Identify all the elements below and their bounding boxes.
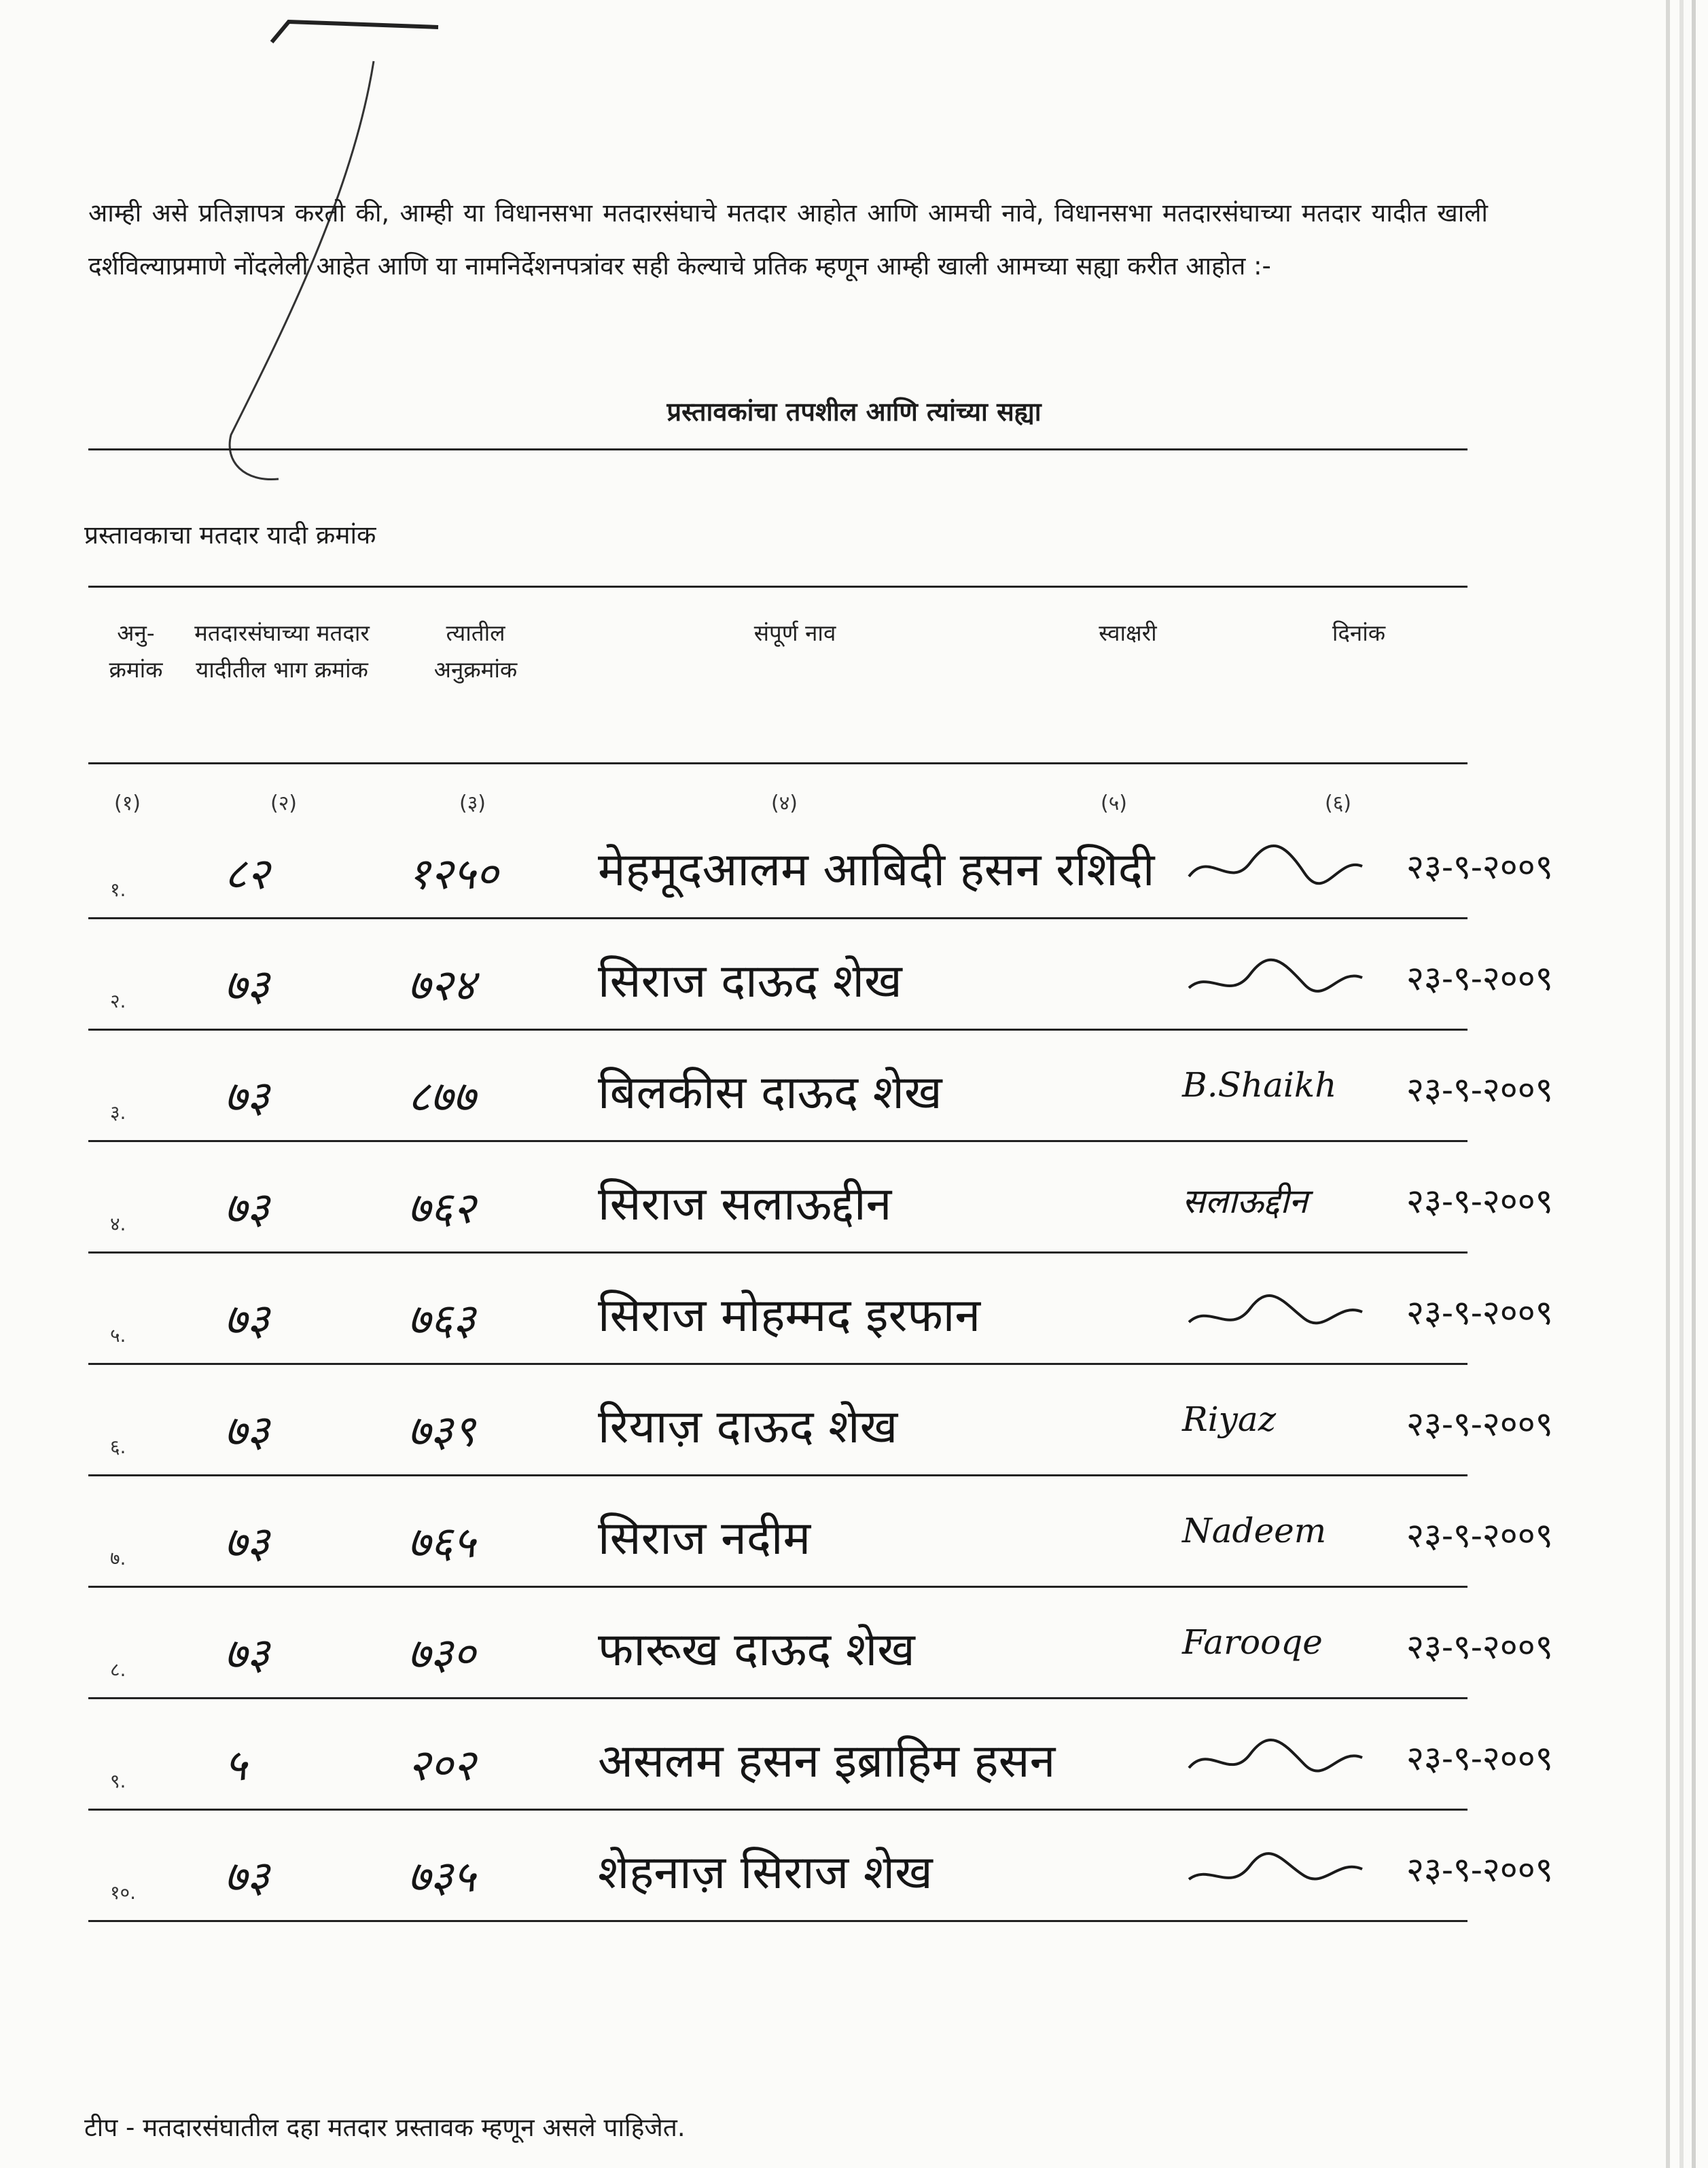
voter-list-label: प्रस्तावकाचा मतदार यादी क्रमांक <box>84 520 376 550</box>
table-row <box>0 927 1708 1035</box>
row-serial: ५. <box>110 1324 126 1347</box>
row-part-number: ७३ <box>224 1406 270 1457</box>
col-head-signature: स्वाक्षरी <box>1099 620 1157 646</box>
col-number: (६) <box>1325 792 1352 815</box>
table-row <box>0 1818 1708 1927</box>
row-full-name: शेहनाज़ सिराज शेख <box>598 1846 933 1900</box>
row-serial: १. <box>110 878 126 901</box>
row-date: २३-९-२००९ <box>1406 1404 1553 1444</box>
row-date: २३-९-२००९ <box>1406 1293 1553 1332</box>
row-divider <box>88 1586 1467 1588</box>
col-head-serial: अनु- क्रमांक <box>109 620 163 683</box>
row-entry-number: ७३० <box>408 1629 476 1680</box>
row-signature-scribble <box>1182 947 1372 1008</box>
row-divider <box>88 1140 1467 1142</box>
row-part-number: ५ <box>224 1741 247 1791</box>
col-head-entry-no: त्यातील अनुक्रमांक <box>433 620 518 683</box>
table-row <box>0 1595 1708 1704</box>
row-entry-number: ८७७ <box>408 1072 476 1122</box>
row-full-name: सिराज नदीम <box>598 1512 811 1565</box>
row-divider <box>88 1697 1467 1699</box>
table-row <box>0 1707 1708 1815</box>
col-number: (१) <box>114 792 141 815</box>
row-part-number: ७३ <box>224 1629 270 1680</box>
row-signature: Nadeem <box>1182 1511 1327 1550</box>
row-divider <box>88 1029 1467 1031</box>
col-number: (४) <box>771 792 798 815</box>
row-full-name: फारूख दाऊद शेख <box>598 1623 915 1677</box>
table-row <box>0 1261 1708 1370</box>
row-signature: Riyaz <box>1182 1400 1277 1439</box>
row-signature: Farooqe <box>1182 1622 1323 1662</box>
row-date: २३-९-२००९ <box>1406 1739 1553 1778</box>
col-number: (५) <box>1101 792 1128 815</box>
row-date: २३-९-२००९ <box>1406 959 1553 998</box>
row-serial: १०. <box>110 1881 137 1904</box>
row-date: २३-९-२००९ <box>1406 1850 1553 1889</box>
row-entry-number: ७३९ <box>408 1406 476 1457</box>
row-serial: ७. <box>110 1547 126 1569</box>
row-divider <box>88 1474 1467 1476</box>
row-part-number: ७३ <box>224 1852 270 1902</box>
row-divider <box>88 1920 1467 1922</box>
divider <box>88 448 1467 450</box>
col-number: (३) <box>459 792 486 815</box>
row-full-name: बिलकीस दाऊद शेख <box>598 1066 942 1120</box>
col-head-date: दिनांक <box>1332 620 1386 646</box>
table-row <box>0 815 1708 924</box>
row-divider <box>88 1363 1467 1365</box>
row-part-number: ७३ <box>224 961 270 1011</box>
footnote: टीप - मतदारसंघातील दहा मतदार प्रस्तावक म्हणून असले पाहिजेत. <box>84 2113 686 2142</box>
row-part-number: ७३ <box>224 1184 270 1234</box>
row-entry-number: ७६३ <box>408 1295 476 1345</box>
row-serial: ८. <box>110 1658 126 1681</box>
row-signature-scribble <box>1182 1281 1372 1343</box>
row-date: २३-९-२००९ <box>1406 847 1553 887</box>
row-entry-number: ७६२ <box>408 1184 476 1234</box>
col-number: (२) <box>270 792 298 815</box>
row-divider <box>88 917 1467 919</box>
corner-fold-mark <box>268 15 445 56</box>
row-signature-scribble <box>1182 1838 1372 1900</box>
row-serial: ६. <box>110 1436 126 1458</box>
row-part-number: ७३ <box>224 1072 270 1122</box>
declaration-text: आम्ही असे प्रतिज्ञापत्र करतो की, आम्ही या विधानसभा मतदारसंघाचे मतदार आहोत आणि आमची नावे, विधानसभा मतदारसंघाच्या मतदार यादीत खाली दर्शविल्याप्रमाणे नोंदलेली आहेत आणि या नामनिर्देशनपत्रांवर सही केल्याचे प्रतिक म्हणून आम्ही खाली आमच्या सह्या करीत आहोत :- <box>88 198 1488 281</box>
row-divider <box>88 1809 1467 1811</box>
row-signature: सलाऊद्दीन <box>1182 1181 1308 1221</box>
row-date: २३-९-२००९ <box>1406 1070 1553 1109</box>
row-signature-scribble <box>1182 836 1372 897</box>
row-signature-scribble <box>1182 1727 1372 1788</box>
row-date: २३-९-२००९ <box>1406 1516 1553 1555</box>
row-entry-number: २०२ <box>408 1741 476 1791</box>
row-serial: ४. <box>110 1213 126 1235</box>
divider <box>88 586 1467 588</box>
row-divider <box>88 1251 1467 1254</box>
divider <box>88 762 1467 764</box>
col-head-part-no: मतदारसंघाच्या मतदार यादीतील भाग क्रमांक <box>194 620 370 683</box>
row-full-name: रियाज़ दाऊद शेख <box>598 1400 898 1454</box>
row-signature: B.Shaikh <box>1182 1065 1337 1105</box>
table-row <box>0 1372 1708 1481</box>
row-full-name: सिराज सलाऊद्दीन <box>598 1177 892 1231</box>
col-head-full-name: संपूर्ण नाव <box>753 620 836 646</box>
row-entry-number: ७३५ <box>408 1852 476 1902</box>
row-part-number: ७३ <box>224 1295 270 1345</box>
row-full-name: सिराज मोहम्मद इरफान <box>598 1289 981 1343</box>
row-serial: २. <box>110 990 126 1012</box>
table-row <box>0 1038 1708 1147</box>
row-full-name: सिराज दाऊद शेख <box>598 955 902 1008</box>
row-entry-number: ७६५ <box>408 1518 476 1568</box>
row-date: २३-९-२००९ <box>1406 1181 1553 1221</box>
row-entry-number: १२५० <box>408 849 499 900</box>
table-row <box>0 1150 1708 1258</box>
row-serial: ९. <box>110 1770 126 1792</box>
section-heading: प्रस्तावकांचा तपशील आणि त्यांच्या सह्या <box>666 397 1042 427</box>
table-row <box>0 1484 1708 1593</box>
row-full-name: असलम हसन इब्राहिम हसन <box>598 1735 1056 1788</box>
row-entry-number: ७२४ <box>408 961 476 1011</box>
row-part-number: ७३ <box>224 1518 270 1568</box>
row-full-name: मेहमूदआलम आबिदी हसन रशिदी <box>598 843 1155 897</box>
row-serial: ३. <box>110 1101 126 1124</box>
row-date: २३-९-२००९ <box>1406 1627 1553 1667</box>
row-part-number: ८२ <box>224 849 270 900</box>
